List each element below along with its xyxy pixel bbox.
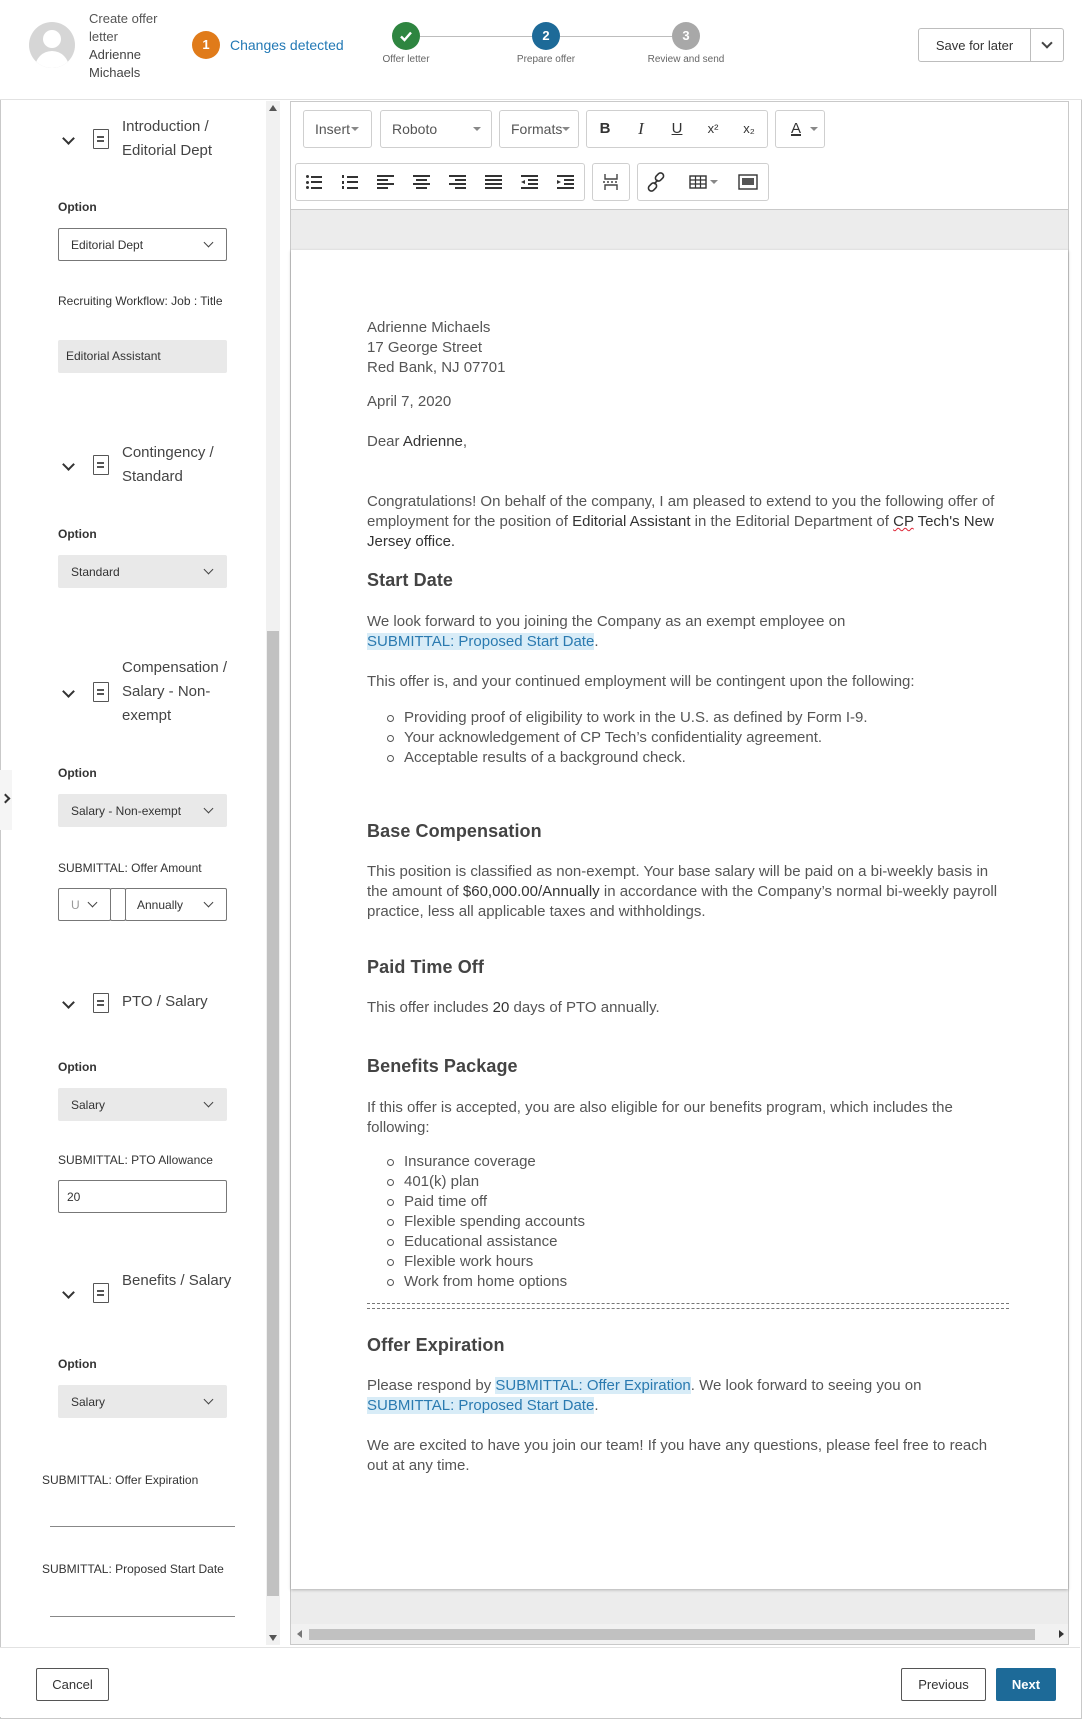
scroll-down-arrow[interactable] bbox=[269, 1635, 277, 1641]
letter-page[interactable] bbox=[291, 250, 1068, 1589]
chevron-down-icon bbox=[204, 1395, 214, 1405]
font-family-dropdown[interactable] bbox=[380, 110, 492, 148]
merge-field-start-date[interactable]: SUBMITTAL: Proposed Start Date bbox=[367, 1397, 595, 1414]
select-value: Standard bbox=[71, 565, 120, 579]
select-value: Annually bbox=[137, 898, 184, 912]
scroll-thumb[interactable] bbox=[309, 1629, 1035, 1640]
underline-button[interactable]: U bbox=[671, 120, 683, 137]
page-break-button[interactable] bbox=[592, 163, 630, 201]
scroll-up-arrow[interactable] bbox=[269, 105, 277, 111]
header bbox=[0, 0, 1082, 100]
chevron-down-icon bbox=[1041, 37, 1052, 48]
chevron-down-icon bbox=[204, 238, 214, 248]
list-item: Acceptable results of a background check. bbox=[404, 748, 868, 768]
chevron-down-icon bbox=[204, 898, 214, 908]
bold-button[interactable]: B bbox=[599, 120, 611, 137]
caret-icon bbox=[810, 111, 820, 147]
chevron-down-icon bbox=[204, 804, 214, 814]
select-value: Editorial Dept bbox=[71, 238, 144, 252]
section-title-benefits: Benefits / Salary bbox=[122, 1272, 232, 1289]
compensation-option-select[interactable] bbox=[58, 794, 227, 827]
step-label-review-send: Review and send bbox=[647, 54, 725, 65]
offer-amount-label: SUBMITTAL: Offer Amount bbox=[58, 861, 202, 875]
scroll-left-arrow[interactable] bbox=[297, 1630, 302, 1638]
letter-date: April 7, 2020 bbox=[367, 393, 452, 410]
introduction-option-select[interactable] bbox=[58, 228, 227, 261]
benefits-option-select[interactable] bbox=[58, 1385, 227, 1418]
list-item: Insurance coverage bbox=[404, 1152, 585, 1172]
base-compensation-heading: Base Compensation bbox=[367, 821, 542, 841]
letter-editor bbox=[290, 101, 1069, 1645]
text-style-group bbox=[586, 110, 768, 148]
option-label: Option bbox=[58, 527, 97, 541]
contingency-option-select[interactable] bbox=[58, 555, 227, 588]
option-label: Option bbox=[58, 200, 97, 214]
merge-field-start-date[interactable]: SUBMITTAL: Proposed Start Date bbox=[367, 633, 595, 650]
section-title-introduction: Introduction / Editorial Dept bbox=[122, 118, 213, 159]
option-label: Option bbox=[58, 1060, 97, 1074]
currency-select[interactable] bbox=[58, 888, 111, 921]
benefits-heading: Benefits Package bbox=[367, 1056, 518, 1076]
stepper-line bbox=[560, 36, 672, 37]
font-color-dropdown[interactable] bbox=[775, 110, 825, 148]
chevron-down-icon bbox=[88, 898, 98, 908]
address-line: 17 George Street bbox=[367, 339, 483, 356]
save-options-dropdown[interactable] bbox=[1030, 28, 1064, 62]
cancel-button[interactable]: Cancel bbox=[36, 1668, 109, 1701]
closing-paragraph: We are excited to have you join our team! If you have any questions, please feel free to reach out at any time. bbox=[367, 1437, 988, 1474]
caret-icon bbox=[473, 111, 483, 147]
chevron-down-icon[interactable] bbox=[62, 132, 75, 145]
page-title: Create offer letter bbox=[89, 11, 158, 44]
chevron-down-icon bbox=[204, 1098, 214, 1108]
benefits-paragraph: If this offer is accepted, you are also eligible for our benefits program, which includes the following: bbox=[367, 1099, 953, 1136]
pto-allowance-input[interactable]: 20 bbox=[58, 1180, 227, 1213]
stepper-line bbox=[420, 36, 534, 37]
formats-dropdown[interactable] bbox=[499, 110, 579, 148]
footer bbox=[0, 1647, 1080, 1717]
offer-expiration-label: SUBMITTAL: Offer Expiration bbox=[42, 1473, 199, 1487]
start-date-label: SUBMITTAL: Proposed Start Date bbox=[42, 1562, 224, 1576]
document-icon bbox=[93, 682, 109, 702]
job-title-field: Editorial Assistant bbox=[58, 340, 227, 373]
chevron-down-icon bbox=[204, 565, 214, 575]
list-item: Work from home options bbox=[404, 1272, 585, 1292]
contingency-intro: This offer is, and your continued employment will be contingent upon the following: bbox=[367, 673, 915, 690]
option-label: Option bbox=[58, 766, 97, 780]
insert-label: Insert bbox=[315, 121, 351, 137]
insert-group bbox=[637, 163, 769, 201]
formats-label: Formats bbox=[511, 121, 563, 137]
align-center-icon[interactable] bbox=[404, 164, 440, 200]
select-value: U bbox=[71, 898, 80, 912]
align-right-icon[interactable] bbox=[440, 164, 476, 200]
check-icon bbox=[398, 28, 414, 44]
greeting: Dear Adrienne, bbox=[367, 433, 468, 450]
sidebar-scrollbar[interactable] bbox=[266, 101, 280, 1645]
image-icon[interactable] bbox=[730, 164, 766, 200]
offer-expiration-heading: Offer Expiration bbox=[367, 1335, 505, 1355]
compensation-paragraph: This position is classified as non-exempt. Your base salary will be paid on a bi-weekly basis in the amount of $60,000.00/Annually in accordance with the Company’s normal bi-weekly payroll practice, less all applicable taxes and withholdings. bbox=[367, 863, 998, 920]
list-item: Paid time off bbox=[404, 1192, 585, 1212]
chevron-down-icon[interactable] bbox=[62, 996, 75, 1009]
align-left-icon[interactable] bbox=[368, 164, 404, 200]
font-label: Roboto bbox=[392, 121, 438, 137]
list-item: Flexible spending accounts bbox=[404, 1213, 585, 1230]
scroll-right-arrow[interactable] bbox=[1059, 1630, 1064, 1638]
merge-field-offer-expiration[interactable]: SUBMITTAL: Offer Expiration bbox=[495, 1377, 691, 1394]
document-icon bbox=[93, 455, 109, 475]
italic-button[interactable]: I bbox=[638, 119, 644, 138]
document-icon bbox=[93, 1283, 109, 1303]
editor-horizontal-scrollbar[interactable] bbox=[291, 1624, 1068, 1644]
changes-detected-link[interactable]: Changes detected bbox=[230, 37, 344, 53]
candidate-name: Adrienne Michaels bbox=[89, 47, 142, 80]
document-icon bbox=[93, 129, 109, 149]
caret-icon bbox=[351, 111, 361, 147]
chevron-right-icon bbox=[1, 794, 11, 804]
chevron-down-icon[interactable] bbox=[62, 458, 75, 471]
table-icon[interactable] bbox=[678, 164, 722, 200]
link-icon[interactable] bbox=[638, 164, 674, 200]
next-button[interactable]: Next bbox=[996, 1668, 1056, 1701]
address-block bbox=[367, 318, 1007, 378]
scroll-thumb[interactable] bbox=[267, 631, 279, 1596]
job-title-label: Recruiting Workflow: Job : Title bbox=[58, 294, 223, 308]
list-item: 401(k) plan bbox=[404, 1172, 585, 1192]
previous-button[interactable]: Previous bbox=[901, 1668, 986, 1701]
list-item: Providing proof of eligibility to work in the U.S. as defined by Form I-9. bbox=[404, 709, 868, 726]
editor-toolbar bbox=[291, 102, 1068, 210]
step-offer-letter-complete[interactable] bbox=[392, 22, 420, 50]
pto-paragraph: This offer includes 20 days of PTO annually. bbox=[367, 999, 660, 1016]
address-line: Red Bank, NJ 07701 bbox=[367, 359, 506, 376]
font-color-icon: A bbox=[790, 120, 801, 137]
document-icon bbox=[93, 993, 109, 1013]
step-label-prepare-offer: Prepare offer bbox=[516, 54, 576, 65]
caret-icon bbox=[562, 111, 572, 147]
insert-dropdown[interactable] bbox=[303, 110, 372, 148]
select-value: Salary bbox=[71, 1098, 106, 1112]
list-item: Educational assistance bbox=[404, 1232, 585, 1252]
step-label-offer-letter: Offer letter bbox=[382, 54, 430, 65]
select-value: Salary - Non-exempt bbox=[71, 804, 182, 818]
options-sidebar bbox=[12, 101, 280, 1645]
numbered-list-icon[interactable] bbox=[332, 164, 368, 200]
pto-option-select[interactable] bbox=[58, 1088, 227, 1121]
indent-icon[interactable] bbox=[548, 164, 584, 200]
avatar bbox=[29, 22, 75, 68]
bullet-list-icon[interactable] bbox=[296, 164, 332, 200]
intro-paragraph: Congratulations! On behalf of the company, I am pleased to extend to you the following offer of employment for the position of Editorial Assistant in the Editorial Department of CP Tech's New Jersey office. bbox=[367, 493, 995, 550]
chevron-down-icon[interactable] bbox=[62, 1286, 75, 1299]
page-break-marker bbox=[367, 1303, 1009, 1309]
chevron-down-icon[interactable] bbox=[62, 685, 75, 698]
section-title-pto: PTO / Salary bbox=[122, 993, 208, 1010]
page-break-icon bbox=[593, 164, 629, 200]
pto-heading: Paid Time Off bbox=[367, 957, 484, 977]
changes-count-badge[interactable]: 1 bbox=[192, 31, 220, 59]
start-date-heading: Start Date bbox=[367, 570, 454, 590]
contingency-list bbox=[404, 708, 868, 768]
option-label: Option bbox=[58, 1357, 97, 1371]
pto-allowance-label: SUBMITTAL: PTO Allowance bbox=[58, 1153, 213, 1167]
address-line: Adrienne Michaels bbox=[367, 319, 491, 336]
step-prepare-offer-active[interactable]: 2 bbox=[532, 22, 560, 50]
outdent-icon[interactable] bbox=[512, 164, 548, 200]
list-item: Flexible work hours bbox=[404, 1252, 585, 1272]
justify-icon[interactable] bbox=[476, 164, 512, 200]
pay-period-select[interactable] bbox=[125, 888, 227, 921]
select-value: Salary bbox=[71, 1395, 106, 1409]
save-for-later-button[interactable]: Save for later bbox=[918, 28, 1031, 62]
section-title-compensation: Compensation / Salary - Non-exempt bbox=[122, 659, 228, 724]
superscript-button[interactable]: x² bbox=[707, 121, 719, 136]
offer-expiration-input[interactable] bbox=[50, 1526, 235, 1527]
paragraph-group bbox=[295, 163, 585, 201]
start-date-input[interactable] bbox=[50, 1616, 235, 1617]
expiration-paragraph: Please respond by SUBMITTAL: Offer Expiration. We look forward to seeing you on SUBMITTAL: Proposed Start Date. bbox=[367, 1377, 922, 1414]
step-review-send[interactable]: 3 bbox=[672, 22, 700, 50]
section-title-contingency: Contingency / Standard bbox=[122, 444, 214, 485]
start-date-paragraph: We look forward to you joining the Company as an exempt employee on SUBMITTAL: Proposed Start Date. bbox=[367, 613, 846, 650]
list-item: Your acknowledgement of CP Tech’s confidentiality agreement. bbox=[404, 728, 868, 748]
benefits-list bbox=[404, 1152, 585, 1292]
subscript-button[interactable]: x₂ bbox=[743, 121, 755, 136]
offer-amount-input[interactable] bbox=[110, 888, 126, 921]
